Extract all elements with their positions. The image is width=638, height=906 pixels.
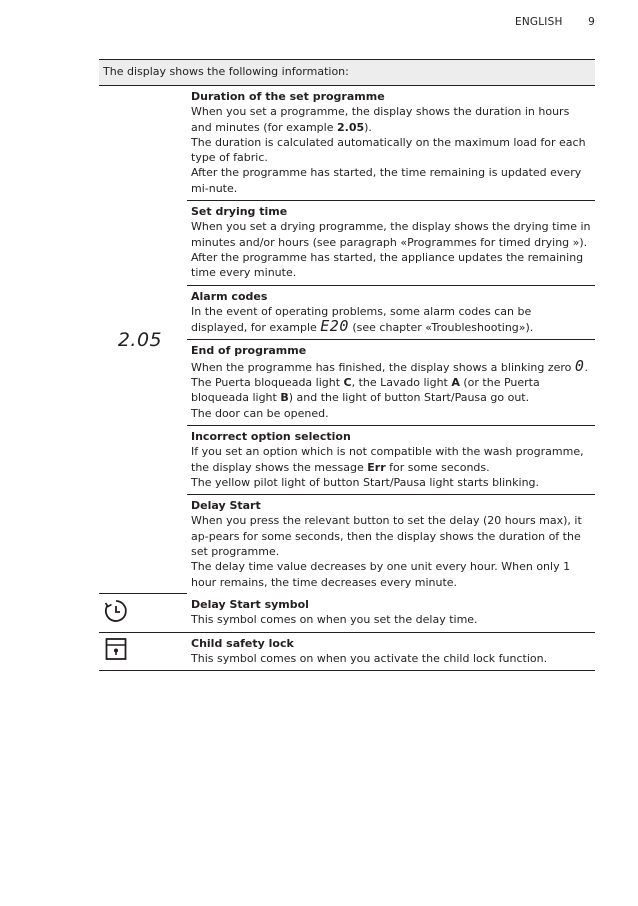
bold-run: Err [367, 460, 386, 474]
section-paragraph [191, 444, 591, 475]
section-title: Alarm codes [191, 289, 268, 303]
text-run: ). [364, 120, 372, 134]
bold-run: B [280, 391, 289, 405]
display-info-table [99, 59, 595, 671]
text-run: The Puerta bloqueada light [191, 376, 344, 390]
text-run: When you set a programme, the display shows the duration in hours and minutes (for example [191, 105, 570, 134]
text-run: (or the Puerta bloqueada light [191, 376, 540, 405]
section-5 [187, 495, 595, 594]
section-paragraph [191, 250, 591, 281]
display-code: 0 [574, 356, 585, 375]
text-run: The yellow pilot light of button Start/Pausa light starts blinking. [191, 475, 540, 489]
section-3 [187, 340, 595, 425]
page-header [515, 16, 595, 28]
child-lock-icon [103, 636, 129, 662]
section-2 [187, 286, 595, 341]
section-4 [187, 426, 595, 495]
text-run: After the programme has started, the time remaining is updated every mi-nute. [191, 166, 582, 195]
text-run: , the Lavado light [351, 376, 452, 390]
section-title: End of programme [191, 344, 307, 358]
text-run: The door can be opened. [191, 406, 329, 420]
text-run: The delay time value decreases by one unit every hour. When only 1 hour remains, the time decreases every minute. [191, 560, 571, 589]
child-lock-symbol-cell [99, 632, 187, 671]
text-run: . [584, 360, 588, 374]
section-paragraph [191, 165, 591, 196]
section-paragraph [191, 375, 591, 406]
header-language: ENGLISH [515, 16, 563, 28]
delay-start-clock-icon [103, 598, 129, 624]
text-run: ) and the light of button Start/Pausa go out. [288, 391, 530, 405]
bold-run: C [343, 376, 352, 390]
bold-run: 2.05 [336, 120, 365, 134]
section-paragraph [191, 475, 591, 490]
section-paragraph [191, 219, 591, 250]
text-run: for some seconds. [385, 460, 490, 474]
text-run: When you set a drying programme, the display shows the drying time in minutes and/or hours (see paragraph «Programmes for timed drying »). [191, 220, 591, 249]
section-paragraph [191, 513, 591, 559]
text-run: When you press the relevant button to set the delay (20 hours max), it ap-pears for some seconds, then the display shows the duration of the set programme. [191, 514, 582, 559]
section-paragraph [191, 304, 591, 336]
section-title: Incorrect option selection [191, 429, 351, 443]
section-title: Set drying time [191, 205, 288, 219]
section-paragraph [191, 135, 591, 166]
section-paragraph [191, 356, 591, 375]
section-0 [187, 86, 595, 201]
text-run: If you set an option which is not compatible with the wash programme, the display shows the message [191, 445, 584, 474]
delay-symbol-title: Delay Start symbol [191, 597, 309, 611]
display-example-cell [99, 86, 187, 594]
section-paragraph [191, 559, 591, 590]
child-lock-desc: This symbol comes on when you activate the child lock function. [191, 651, 548, 665]
display-code: E20 [320, 317, 349, 336]
delay-symbol-cell [99, 594, 187, 632]
section-paragraph [191, 406, 591, 421]
section-title: Duration of the set programme [191, 90, 385, 103]
text-run: After the programme has started, the appliance updates the remaining time every minute. [191, 250, 584, 280]
display-sections [187, 86, 595, 594]
text-run: When the programme has finished, the display shows a blinking zero [191, 360, 575, 374]
table-intro: The display shows the following information: [99, 60, 595, 86]
section-title: Delay Start [191, 499, 261, 513]
delay-symbol-desc: This symbol comes on when you set the delay time. [191, 613, 478, 627]
child-lock-title: Child safety lock [191, 636, 294, 650]
page-number: 9 [588, 16, 595, 28]
text-run: The duration is calculated automatically on the maximum load for each type of fabric. [191, 135, 586, 165]
section-1 [187, 201, 595, 285]
text-run: In the event of operating problems, some alarm codes can be displayed, for example [191, 304, 532, 335]
delay-symbol-text [187, 594, 595, 632]
display-example-value: 2.05 [117, 328, 163, 351]
text-run: (see chapter «Troubleshooting»). [348, 321, 534, 335]
section-paragraph [191, 104, 591, 135]
bold-run: A [451, 376, 460, 390]
child-lock-symbol-text [187, 632, 595, 671]
